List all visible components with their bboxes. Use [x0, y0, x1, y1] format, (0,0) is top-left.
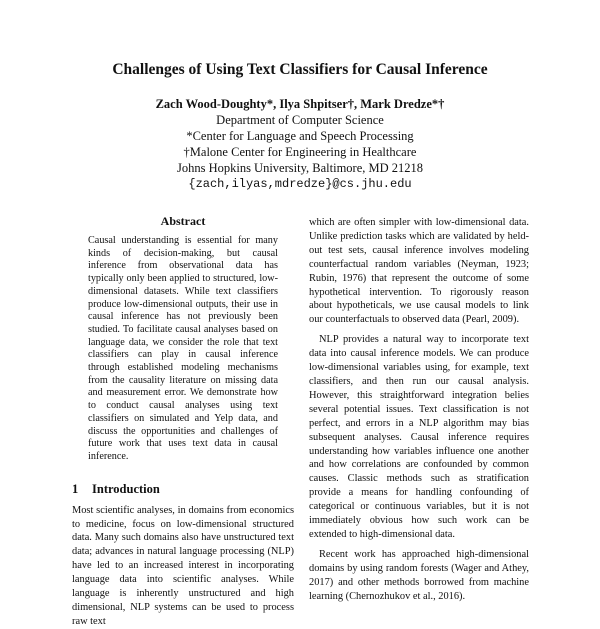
- affiliation-clsp: *Center for Language and Speech Processing: [186, 129, 414, 143]
- abstract-heading: Abstract: [160, 214, 206, 228]
- author-emails: {zach,ilyas,mdredze}@cs.jhu.edu: [188, 177, 412, 191]
- affiliation-university: Johns Hopkins University, Baltimore, MD 21218: [176, 161, 424, 175]
- affiliation-department: Department of Computer Science: [216, 113, 384, 127]
- abstract-text: Causal understanding is essential for many kinds of decision-making, but causal inference from observational data has typically only been applied to structured, low-dimensional datasets. While text classifiers produce low-dimensional outputs, their use in causal inference has not previously been studied. To facilitate causal analyses based on language data, we consider the role that text classifiers can play in causal inference through established modeling mechanisms from the causality literature on missing data and measurement error. We demonstrate how to conduct causal analyses using text classifiers on simulated and Yelp data, and discuss the opportunities and challenges of future work that uses text data in causal inference.: [88, 235, 278, 462]
- section-number: 1: [72, 481, 79, 496]
- right-column: [309, 216, 529, 609]
- left-column: [72, 214, 294, 629]
- paragraph-continued: which are often simpler with low-dimensional data. Unlike prediction tasks which are validated by held-out test sets, causal inference involves modeling counterfactual random variables (Neyman, 1923; Rubin, 1976) that represent the outcome of some hypothetical intervention. To rigorously reason about hypotheticals, we use causal models to link our counterfactuals to observed data (Pearl, 2009).: [309, 217, 529, 326]
- paragraph-nlp: NLP provides a natural way to incorporate text data into causal inference models. We can produce low-dimensional variables using, for example, text classifiers, and then run our causal analysis. However, this straightforward integration belies several potential issues. Text classification is not perfect, and errors in a NLP algorithm may bias subsequent analyses. Causal inference requires understanding how variables influence one another and how correlations are confounded by common causes. Classic methods such as stratification provide a means for handling confounding of categorical or continuous variables, but it is not immediately obvious how such work can be extended to high-dimensional data.: [309, 334, 529, 540]
- section-heading-introduction: [72, 482, 294, 497]
- paragraph-recent-work: Recent work has approached high-dimensional domains by using random forests (Wager and Athey, 2017) and other methods borrowed from machine learning (Chernozhukov et al., 2016).: [309, 548, 529, 602]
- introduction-text: Most scientific analyses, in domains from economics to medicine, focus on low-dimensional structured data. Many such domains also have unstructured text data; advances in natural language processing (NLP) have led to an increased interest in incorporating language data into scientific analyses. While language is inherently unstructured and high dimensional, NLP systems can be used to process raw text: [72, 504, 294, 627]
- author-block: [0, 96, 600, 192]
- author-names: Zach Wood-Doughty*, Ilya Shpitser†, Mark Dredze*†: [155, 97, 445, 111]
- affiliation-malone: †Malone Center for Engineering in Healthcare: [183, 145, 417, 159]
- section-title: Introduction: [92, 481, 160, 496]
- paper-title: Challenges of Using Text Classifiers for Causal Inference: [112, 61, 488, 78]
